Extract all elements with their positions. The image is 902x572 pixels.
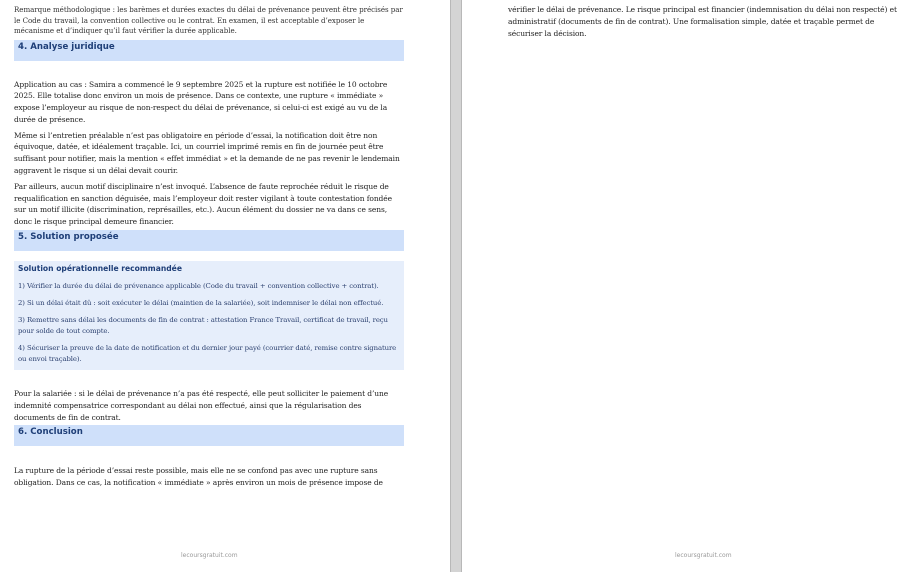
left-page-footer: lecoursgratuit.com bbox=[181, 552, 238, 559]
left-page-content bbox=[14, 5, 404, 489]
left-page bbox=[0, 0, 450, 572]
section-heading-solution-proposee: 5. Solution proposée bbox=[14, 230, 404, 251]
paragraph-motif-disciplinaire: Par ailleurs, aucun motif disciplinaire n’est invoqué. L’absence de faute reprochée réduit le risque de requalification en sanction déguisée, mais l’employeur doit rester vigilant à toute contestation fondée sur un motif illicite (discrimination, représailles, etc.). Aucun élément du dossier ne va dans ce sens, donc le risque principal demeure financier. bbox=[14, 181, 392, 227]
right-page bbox=[462, 0, 902, 572]
solution-step-3: 3) Remettre sans délai les documents de fin de contrat : attestation France Travail, certificat de travail, reçu pour solde de tout compte. bbox=[18, 316, 388, 336]
solution-box bbox=[14, 261, 404, 370]
paragraph-notification: Même si l’entretien préalable n’est pas obligatoire en période d’essai, la notification doit être non équivoque, datée, et idéalement traçable. Ici, un courriel imprimé remis en fin de journée peut être suffisant pour notifier, mais la mention « effet immédiat » et la demande de ne pas revenir le lendemain aggravent le risque si un délai devait courir. bbox=[14, 130, 400, 176]
solution-step-4: 4) Sécuriser la preuve de la date de notification et du dernier jour payé (courrier daté, remise contre signature ou envoi traçable). bbox=[18, 344, 397, 364]
solution-box-title: Solution opérationnelle recommandée bbox=[18, 264, 182, 274]
page-gutter bbox=[450, 0, 462, 572]
solution-step-2: 2) Si un délai était dû : soit exécuter le délai (maintien de la salariée), soit indemniser le délai non effectué. bbox=[18, 299, 384, 308]
solution-step-1: 1) Vérifier la durée du délai de prévenance applicable (Code du travail + convention collective + contrat). bbox=[18, 282, 379, 291]
paragraph-conclusion-continued: vérifier le délai de prévenance. Le risque principal est financier (indemnisation du délai non respecté) et administratif (documents de fin de contrat). Une formalisation simple, datée et traçable permet de sécuriser la décision. bbox=[508, 5, 897, 38]
paragraph-conclusion: La rupture de la période d’essai reste possible, mais elle ne se confond pas avec une rupture sans obligation. Dans ce cas, la notification « immédiate » après environ un mois de présence impose de bbox=[14, 466, 383, 488]
right-page-content bbox=[508, 4, 898, 39]
right-page-footer: lecoursgratuit.com bbox=[675, 552, 732, 559]
section-heading-analyse-juridique: 4. Analyse juridique bbox=[14, 40, 404, 61]
methodology-note: Remarque méthodologique : les barèmes et durées exactes du délai de prévenance peuvent être précisés par le Code du travail, la convention collective ou le contrat. En examen, il est acceptable d’exposer le mécanisme et d’indiquer qu’il faut vérifier la durée applicable. bbox=[14, 5, 403, 35]
paragraph-application-au-cas: Application au cas : Samira a commencé le 9 septembre 2025 et la rupture est notifiée le 10 octobre 2025. Elle totalise donc environ un mois de présence. Dans ce contexte, une rupture « immédiate » expose l’employeur au risque de non-respect du délai de prévenance, si celui-ci est exigé au vu de la durée de présence. bbox=[14, 79, 388, 124]
section-heading-conclusion: 6. Conclusion bbox=[14, 425, 404, 446]
paragraph-pour-la-salariee: Pour la salariée : si le délai de prévenance n’a pas été respecté, elle peut solliciter le paiement d’une indemnité compensatrice correspondant au délai non effectué, ainsi que la régularisation des documents de fin de contrat. bbox=[14, 389, 389, 422]
